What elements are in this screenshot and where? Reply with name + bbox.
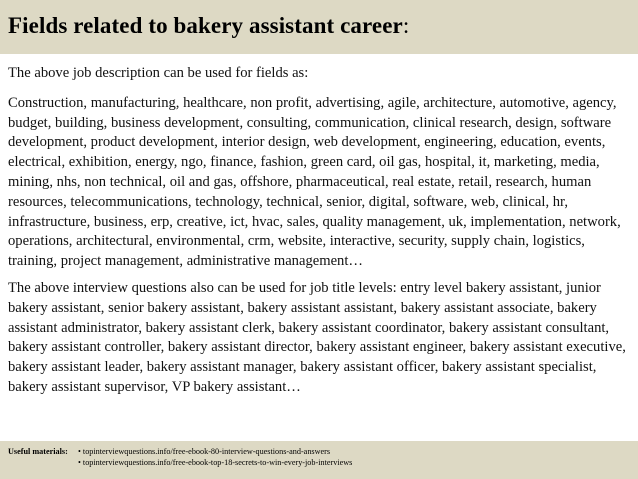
slide-title-colon: :	[402, 13, 410, 38]
slide-body	[8, 64, 634, 398]
footer-row-1	[8, 446, 352, 457]
useful-materials	[8, 446, 352, 468]
fields-paragraph: Construction, manufacturing, healthcare, non profit, advertising, agile, architecture, automotive, agency, budget, building, business development, consulting, communication, clinical research, design, software development, product development, interior design, web development, engineering, education, events, electrical, exhibition, energy, ngo, finance, fashion, green card, oil gas, hospital, it, marketing, media, mining, nhs, non technical, oil and gas, offshore, pharmaceutical, real estate, retail, research, human resources, telecommunications, technology, technical, senior, digital, software, web, clinical, hr, infrastructure, business, erp, creative, ict, hvac, sales, quality management, uk, implementation, network, operations, architectural, environmental, crm, website, interactive, security, supply chain, logistics, training, project management, administrative management…	[8, 94, 621, 270]
footer-row-2	[8, 457, 352, 468]
intro-text: The above job description can be used for fields as:	[8, 65, 309, 81]
useful-materials-label-text: Useful materials	[8, 447, 66, 456]
slide-title-text: Fields related to bakery assistant career	[8, 13, 403, 38]
useful-materials-separator: :	[65, 447, 68, 456]
useful-materials-label	[8, 446, 78, 457]
footer-link-2[interactable]: • topinterviewquestions.info/free-ebook-top-18-secrets-to-win-every-job-interviews	[78, 458, 353, 467]
slide-title	[8, 13, 409, 39]
footer-link-1[interactable]: • topinterviewquestions.info/free-ebook-80-interview-questions-and-answers	[78, 447, 331, 456]
job-titles-paragraph: The above interview questions also can be used for job title levels: entry level bakery assistant, junior bakery assistant, senior bakery assistant, bakery assistant assistant, bakery assistant associate, bakery assistant administrator, bakery assistant clerk, bakery assistant coordinator, bakery assistant consultant, bakery assistant controller, bakery assistant director, bakery assistant engineer, bakery assistant executive, bakery assistant leader, bakery assistant manager, bakery assistant officer, bakery assistant specialist, bakery assistant supervisor, VP bakery assistant…	[8, 279, 626, 395]
